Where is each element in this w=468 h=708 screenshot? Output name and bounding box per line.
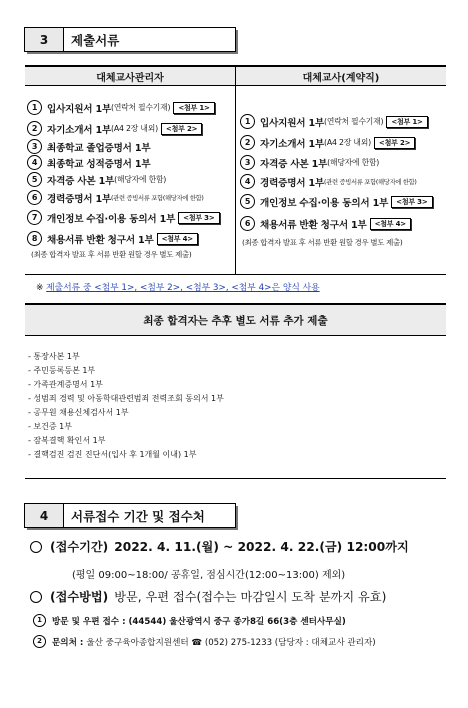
right-item-3: 3 자격증 사본 1부 (해당자에 한함): [240, 155, 379, 170]
final-doc-item: - 주민등록등본 1부: [28, 366, 96, 375]
footnote-text: 제출서류 중 <첨부 1>, <첨부 2>, <첨부 3>, <첨부 4>은 양식 사용: [46, 283, 320, 293]
attachment-tag: <첨부 4>: [370, 218, 411, 230]
office-hours: (평일 09:00~18:00/ 공휴일, 점심시간(12:00~13:00) 제외): [72, 570, 346, 581]
attachment-tag: <첨부 4>: [157, 233, 198, 245]
section-4-number: 4: [25, 504, 64, 527]
section-3-header: [24, 27, 236, 52]
right-item-2: 2 자기소개서 1부 (A4 2장 내외) <첨부 2>: [240, 135, 415, 150]
right-item-1: 1 입사지원서 1부 (연락처 필수기재) <첨부 1>: [240, 114, 428, 129]
right-item-5: 5 개인정보 수집·이용 동의서 1부 <첨부 3>: [240, 194, 433, 209]
reference-mark: ※: [36, 283, 44, 293]
right-item-4: 4 경력증명서 1부 (관련 증빙서류 포함(해당자에 한함): [240, 174, 417, 189]
attachment-tag: <첨부 2>: [374, 137, 415, 149]
attachment-tag: <첨부 3>: [178, 212, 219, 224]
attachment-tag: <첨부 1>: [386, 116, 427, 128]
method-value: 방문, 우편 접수(접수는 마감일시 도착 분까지 유효): [114, 590, 387, 604]
documents-table: [25, 65, 446, 275]
right-column-header: 대체교사(계약직): [236, 67, 446, 86]
left-item-1: 1 입사지원서 1부 (연락처 필수기재) <첨부 1>: [27, 100, 215, 115]
column-divider: [235, 67, 236, 274]
section-3-title: 제출서류: [71, 32, 120, 48]
section-4-header: [24, 503, 236, 528]
left-item-2: 2 자기소개서 1부 (A4 2장 내외) <첨부 2>: [27, 121, 202, 136]
circle-bullet-icon: [30, 541, 42, 553]
period-label: (접수기간): [50, 540, 109, 554]
form-footnote: [36, 280, 320, 293]
attachment-tag: <첨부 1>: [173, 102, 214, 114]
right-item-6: 6 채용서류 반환 청구서 1부 <첨부 4>: [240, 216, 411, 231]
submission-address: 1 방문 및 우편 접수 : (44544) 울산광역시 중구 종가8길 66(3층 센터사무실): [33, 614, 346, 627]
final-doc-item: - 공무원 채용신체검사서 1부: [28, 408, 129, 417]
final-doc-item: - 보건증 1부: [28, 422, 72, 431]
final-documents-box: [25, 303, 446, 479]
attachment-tag: <첨부 2>: [161, 123, 202, 135]
right-return-note: (최종 합격자 발표 후 서류 반환 원할 경우 별도 제출): [242, 238, 403, 247]
period-value: 2022. 4. 11.(월) ~ 2022. 4. 22.(금) 12:00까지: [114, 540, 409, 554]
left-item-7: 7 개인정보 수집·이용 동의서 1부 <첨부 3>: [27, 210, 220, 225]
section-3-number: 3: [25, 28, 64, 51]
left-item-3: 3 최종학교 졸업증명서 1부: [27, 139, 150, 154]
circle-bullet-icon: [30, 591, 42, 603]
left-item-4: 4 최종학교 성적증명서 1부: [27, 155, 150, 170]
final-doc-item: - 결핵검진 검진 진단서(입사 후 1개월 이내) 1부: [28, 450, 197, 459]
final-doc-item: - 성범죄 경력 및 아동학대관련범죄 전력조회 동의서 1부: [28, 394, 224, 403]
final-documents-header: 최종 합격자는 추후 별도 서류 추가 제출: [25, 305, 446, 336]
final-doc-item: - 통장사본 1부: [28, 352, 80, 361]
contact-info: 2 문의처 : 울산 중구육아종합지원센터 ☎ (052) 275-1233 (담당자 : 대체교사 관리자): [33, 635, 376, 648]
period-line: [30, 538, 409, 555]
final-doc-item: - 가족관계증명서 1부: [28, 380, 103, 389]
method-line: [30, 588, 386, 605]
section-4-title: 서류접수 기간 및 접수처: [71, 508, 205, 524]
left-item-5: 5 자격증 사본 1부 (해당자에 한함): [27, 172, 166, 187]
attachment-tag: <첨부 3>: [391, 196, 432, 208]
left-item-8: 8 채용서류 반환 청구서 1부 <첨부 4>: [27, 231, 198, 246]
method-label: (접수방법): [50, 590, 109, 604]
left-item-6: 6 경력증명서 1부 (관련 증빙서류 포함(해당자에 한함): [27, 190, 204, 205]
left-return-note: (최종 합격자 발표 후 서류 반환 원할 경우 별도 제출): [31, 250, 192, 259]
final-doc-item: - 잠복결핵 확인서 1부: [28, 436, 106, 445]
left-column-header: 대체교사관리자: [25, 67, 235, 86]
